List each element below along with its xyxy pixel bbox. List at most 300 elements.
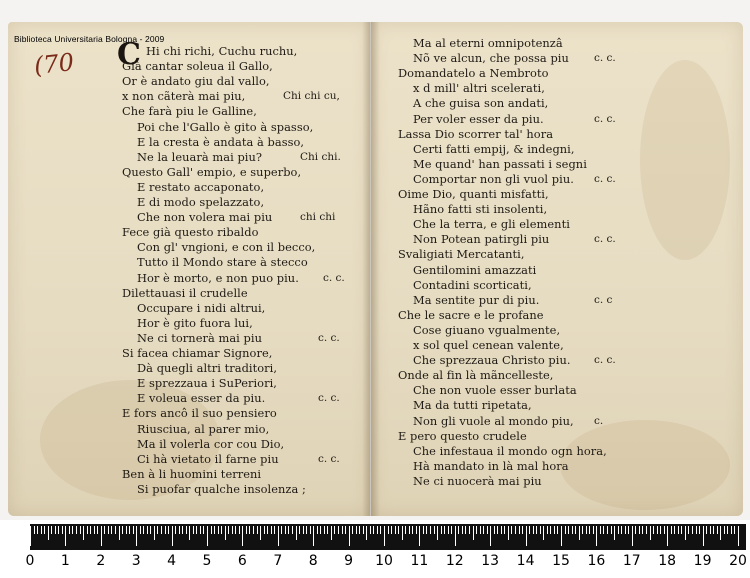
ruler-number: 2 xyxy=(96,553,106,569)
ruler-tick xyxy=(490,526,491,546)
ruler-tick xyxy=(104,526,105,534)
verse-line: E fors ancô il suo pensiero xyxy=(122,406,277,421)
ruler-tick xyxy=(69,526,70,534)
ruler-tick xyxy=(667,526,668,546)
verse-line: Hor è morto, e non puo piu. xyxy=(137,270,299,285)
verse-line: Ci hà vietato il farne piu xyxy=(137,451,279,466)
library-stamp: Biblioteca Universitaria Bologna - 2009 xyxy=(14,34,165,44)
ruler-tick xyxy=(299,526,300,534)
ruler-tick xyxy=(688,526,689,534)
verse-line: Che farà piu le Galline, xyxy=(122,104,257,119)
ruler-tick xyxy=(398,526,399,534)
ruler-tick xyxy=(593,526,594,534)
ruler-tick xyxy=(232,526,233,534)
verse-line: Contadini scorticati, xyxy=(413,277,532,292)
verse-line: E di modo spelazzato, xyxy=(137,195,265,209)
ruler-tick xyxy=(150,526,151,534)
ruler-tick xyxy=(402,526,403,540)
ruler-tick xyxy=(494,526,495,534)
ruler-tick xyxy=(614,526,615,540)
ruler-tick xyxy=(713,526,714,534)
verse-line: Questo Gall' empio, e superbo, xyxy=(122,164,302,179)
ruler-tick xyxy=(692,526,693,534)
verse-line: Che le sacre e le profane xyxy=(398,307,544,322)
ruler-tick xyxy=(165,526,166,534)
ruler-number: 12 xyxy=(445,553,464,569)
ruler-number: 20 xyxy=(729,553,747,569)
ruler-number: 16 xyxy=(587,553,606,569)
ruler-tick xyxy=(409,526,410,534)
verse-line: Che la terra, e gli elementi xyxy=(413,217,570,232)
ruler-tick xyxy=(80,526,81,534)
ruler-tick xyxy=(214,526,215,534)
ruler-tick xyxy=(200,526,201,534)
ruler-tick xyxy=(126,526,127,534)
refrain-mark: chi chi xyxy=(300,211,336,224)
ruler-tick xyxy=(582,526,583,534)
verse-line: Poi che l'Gallo è gito à spasso, xyxy=(137,119,314,134)
verse-line: Già cantar soleua il Gallo, xyxy=(122,59,273,74)
ruler-tick xyxy=(720,526,721,540)
ruler-tick xyxy=(271,526,272,534)
verse-line: A che guisa son andati, xyxy=(413,96,549,111)
ruler-tick xyxy=(462,526,463,534)
ruler-tick xyxy=(384,526,385,546)
ruler-tick xyxy=(646,526,647,534)
ruler-tick xyxy=(76,526,77,534)
ruler-tick xyxy=(589,526,590,534)
ruler-tick xyxy=(235,526,236,534)
ruler-tick xyxy=(480,526,481,534)
ruler-tick xyxy=(671,526,672,534)
ruler-tick xyxy=(221,526,222,534)
ruler-tick xyxy=(642,526,643,534)
ruler-tick xyxy=(331,526,332,540)
ruler-tick xyxy=(710,526,711,534)
ruler-tick xyxy=(465,526,466,534)
verse-line: Lassa Dio scorrer tal' hora xyxy=(398,126,554,141)
verse-line: x non cãterà mai piu, xyxy=(122,89,246,104)
ruler-tick xyxy=(228,526,229,534)
ruler-tick xyxy=(522,526,523,534)
ruler-tick xyxy=(101,526,102,546)
verse-line: Comportar non gli vuol piu. xyxy=(413,171,574,186)
ruler-tick xyxy=(147,526,148,534)
ruler-tick xyxy=(122,526,123,534)
verse-line: Cose giuano vgualmente, xyxy=(413,322,561,337)
ruler-tick xyxy=(370,526,371,534)
ruler-tick xyxy=(55,526,56,534)
verse-line: Dilettauasi il crudelle xyxy=(122,285,248,300)
ruler-tick xyxy=(476,526,477,534)
ruler-number: 1 xyxy=(60,553,70,569)
ruler-tick xyxy=(41,526,42,534)
verse-line: Che non volera mai piu xyxy=(137,210,273,225)
verse-line: Dà quegli altri traditori, xyxy=(137,361,278,376)
ruler-tick xyxy=(278,526,279,546)
ruler-tick xyxy=(554,526,555,534)
verse-line: Ma sentite pur di piu. xyxy=(413,292,540,307)
ruler-tick xyxy=(274,526,275,534)
ruler-tick xyxy=(281,526,282,534)
ruler-tick xyxy=(342,526,343,534)
ruler-tick xyxy=(115,526,116,534)
ruler-tick xyxy=(373,526,374,534)
ruler-tick xyxy=(441,526,442,534)
verse-line: Occupare i nidi altrui, xyxy=(137,300,266,315)
ruler-number: 10 xyxy=(375,553,393,569)
ruler-tick xyxy=(65,526,66,546)
ruler-tick xyxy=(483,526,484,534)
verse-line: Oime Dio, quanti misfatti, xyxy=(398,187,549,201)
verse-line: E pero questo crudele xyxy=(398,428,527,443)
verse-line: Ne ci tornerà mai piu xyxy=(137,330,262,345)
ruler-tick xyxy=(653,526,654,534)
ruler-tick xyxy=(575,526,576,534)
ruler-tick xyxy=(635,526,636,534)
ruler-tick xyxy=(600,526,601,534)
ruler-tick xyxy=(596,526,597,546)
verse-line: Che infestaua il mondo ogn hora, xyxy=(413,443,607,458)
ruler-tick xyxy=(94,526,95,534)
verse-line: Hà mandato in là mal hora xyxy=(413,458,569,473)
ruler-tick xyxy=(320,526,321,534)
ruler-tick xyxy=(497,526,498,534)
ruler-tick xyxy=(508,526,509,540)
ruler-tick xyxy=(430,526,431,534)
ruler-scale-bar xyxy=(30,524,746,550)
ruler-tick xyxy=(264,526,265,534)
verse-line: Ma da tutti ripetata, xyxy=(413,398,532,413)
ruler-tick xyxy=(388,526,389,534)
ruler-tick xyxy=(108,526,109,534)
verse-line: E sprezzaua i SuPeriori, xyxy=(137,376,277,391)
ruler-tick xyxy=(172,526,173,546)
verse-line: Ne ci nuocerà mai piu xyxy=(413,473,542,488)
verse-line: Riusciua, al parer mio, xyxy=(137,421,270,436)
ruler-tick xyxy=(469,526,470,534)
ruler-tick xyxy=(734,526,735,534)
ruler-tick xyxy=(44,526,45,534)
refrain-mark: c. c. xyxy=(318,392,340,405)
ruler-tick xyxy=(324,526,325,534)
ruler-tick xyxy=(90,526,91,534)
ruler-tick xyxy=(685,526,686,540)
verse-line: Ma il volerla cor cou Dio, xyxy=(137,436,285,451)
ruler-tick xyxy=(405,526,406,534)
verse-line: Hãno fatti sti insolenti, xyxy=(413,202,548,217)
ruler-tick xyxy=(738,526,739,546)
ruler-tick xyxy=(657,526,658,534)
verse-line: Or è andato giu dal vallo, xyxy=(122,74,270,89)
ruler-tick xyxy=(352,526,353,534)
verse-line: Che sprezzaua Christo piu. xyxy=(413,353,571,368)
ruler-number: 5 xyxy=(202,553,212,569)
ruler-tick xyxy=(455,526,456,546)
ruler-tick xyxy=(473,526,474,540)
ruler-tick xyxy=(412,526,413,534)
ruler-tick xyxy=(62,526,63,534)
ruler-tick xyxy=(444,526,445,534)
paper-stain xyxy=(640,60,730,260)
paper-stain xyxy=(560,420,730,510)
ruler-tick xyxy=(419,526,420,546)
refrain-mark: c. c. xyxy=(594,52,616,65)
refrain-mark: c. c. xyxy=(318,452,340,465)
verse-line: Gentilomini amazzati xyxy=(413,262,537,277)
ruler-tick xyxy=(211,526,212,534)
ruler-tick xyxy=(87,526,88,534)
ruler-number: 13 xyxy=(481,553,500,569)
ruler-tick xyxy=(561,526,562,546)
ruler-tick xyxy=(487,526,488,534)
ruler-tick xyxy=(568,526,569,534)
ruler-tick xyxy=(681,526,682,534)
ruler-tick xyxy=(249,526,250,534)
ruler-tick xyxy=(239,526,240,534)
ruler-tick xyxy=(706,526,707,534)
ruler-tick xyxy=(168,526,169,534)
ruler-tick xyxy=(218,526,219,534)
ruler-tick xyxy=(30,526,31,546)
ruler-tick xyxy=(196,526,197,534)
verse-line: Onde al fin là mãncelleste, xyxy=(398,368,554,383)
ruler-tick xyxy=(157,526,158,534)
ruler-tick xyxy=(540,526,541,534)
verse-line: Non gli vuole al mondo piu, xyxy=(413,413,574,428)
verse-line: Si facea chiamar Signore, xyxy=(122,346,273,360)
ruler-tick xyxy=(451,526,452,534)
refrain-mark: c. c. xyxy=(594,354,616,367)
book-gutter xyxy=(362,22,380,516)
refrain-mark: Chi chi. xyxy=(300,150,341,163)
ruler-tick xyxy=(547,526,548,534)
ruler-tick xyxy=(533,526,534,534)
ruler-tick xyxy=(349,526,350,546)
ruler-tick xyxy=(292,526,293,534)
ruler-tick xyxy=(543,526,544,540)
ruler-tick xyxy=(203,526,204,534)
ruler-tick xyxy=(650,526,651,540)
verse-line: Per voler esser da piu. xyxy=(413,111,544,126)
ruler-number: 8 xyxy=(308,553,318,569)
ruler-tick xyxy=(83,526,84,540)
ruler-tick xyxy=(628,526,629,534)
ruler-tick xyxy=(356,526,357,534)
ruler-tick xyxy=(724,526,725,534)
refrain-mark: c. c. xyxy=(594,172,616,185)
ruler-tick xyxy=(458,526,459,534)
verse-line: Tutto il Mondo stare à stecco xyxy=(137,255,308,270)
ruler-number: 14 xyxy=(516,553,535,569)
ruler-tick xyxy=(395,526,396,534)
ruler-tick xyxy=(97,526,98,534)
ruler-tick xyxy=(257,526,258,534)
verse-line: Ne la leuarà mai piu? xyxy=(137,149,263,164)
ruler-number: 9 xyxy=(344,553,354,569)
ruler-tick xyxy=(175,526,176,534)
ruler-tick xyxy=(448,526,449,534)
ruler-tick xyxy=(423,526,424,534)
ruler-tick xyxy=(678,526,679,534)
ruler-tick xyxy=(674,526,675,534)
ruler-number: 19 xyxy=(693,553,712,569)
ruler-tick xyxy=(288,526,289,534)
ruler-tick xyxy=(696,526,697,534)
ruler-tick xyxy=(727,526,728,534)
verse-line: Certi fatti empij, & indegni, xyxy=(413,141,575,156)
ruler-tick xyxy=(660,526,661,534)
ruler-tick xyxy=(703,526,704,546)
ruler-tick xyxy=(161,526,162,534)
verse-line: Si puofar qualche insolenza ; xyxy=(137,481,306,496)
verse-line: E voleua esser da piu. xyxy=(137,391,266,406)
ruler-tick xyxy=(377,526,378,534)
ruler-tick xyxy=(426,526,427,534)
ruler-number: 11 xyxy=(410,553,429,569)
ruler-tick xyxy=(34,526,35,534)
ruler-tick xyxy=(391,526,392,534)
ruler-tick xyxy=(363,526,364,534)
ruler-tick xyxy=(154,526,155,540)
ruler-tick xyxy=(699,526,700,534)
ruler-tick xyxy=(416,526,417,534)
ruler-tick xyxy=(193,526,194,534)
ruler-tick xyxy=(618,526,619,534)
ruler-tick xyxy=(639,526,640,534)
ruler-number: 7 xyxy=(273,553,283,569)
ruler-number: 18 xyxy=(658,553,677,569)
ruler-tick xyxy=(334,526,335,534)
ruler-tick xyxy=(317,526,318,534)
ruler-tick xyxy=(603,526,604,534)
ruler-number: 4 xyxy=(167,553,177,569)
verse-line: Hor è gito fuora lui, xyxy=(137,315,253,330)
ruler-number: 15 xyxy=(552,553,570,569)
verse-line: x sol quel cenean valente, xyxy=(413,338,564,352)
verse-line: E restato accaponato, xyxy=(137,179,265,194)
ruler-tick xyxy=(511,526,512,534)
verse-line: Svaligiati Mercatanti, xyxy=(398,247,525,262)
ruler-tick xyxy=(437,526,438,540)
verse-line: Domandatelo a Nembroto xyxy=(398,66,549,81)
ruler-tick xyxy=(565,526,566,534)
verse-line: E la cresta è andata à basso, xyxy=(137,134,305,149)
verse-line: Ben à li huomini terreni xyxy=(122,466,262,481)
ruler-tick xyxy=(550,526,551,534)
ruler-tick xyxy=(621,526,622,534)
ruler-tick xyxy=(111,526,112,534)
verse-line: Che non vuole esser burlata xyxy=(413,383,577,398)
verse-line: x d mill' altri scelerati, xyxy=(413,81,545,96)
verse-line: Nõ ve alcun, che possa piu xyxy=(413,51,569,66)
refrain-mark: c. c. xyxy=(318,331,340,344)
ruler-tick xyxy=(253,526,254,534)
drop-cap: C xyxy=(117,37,141,72)
ruler-tick xyxy=(296,526,297,540)
measurement-ruler xyxy=(25,524,747,574)
ruler-tick xyxy=(182,526,183,534)
refrain-mark: c. c. xyxy=(594,233,616,246)
ruler-tick xyxy=(572,526,573,534)
ruler-tick xyxy=(129,526,130,534)
ruler-tick xyxy=(515,526,516,534)
refrain-mark: c. c. xyxy=(594,112,616,125)
ruler-tick xyxy=(611,526,612,534)
ruler-tick xyxy=(338,526,339,534)
ruler-tick xyxy=(586,526,587,534)
ruler-tick xyxy=(48,526,49,540)
ruler-tick xyxy=(632,526,633,546)
ruler-tick xyxy=(536,526,537,534)
handwritten-page-number: (70 xyxy=(32,47,76,81)
ruler-tick xyxy=(526,526,527,546)
ruler-tick xyxy=(179,526,180,534)
ruler-tick xyxy=(625,526,626,534)
ruler-tick xyxy=(607,526,608,534)
verse-line: Ma al eterni omnipotenzâ xyxy=(413,36,563,50)
ruler-tick xyxy=(501,526,502,534)
ruler-tick xyxy=(504,526,505,534)
ruler-tick xyxy=(310,526,311,534)
ruler-tick xyxy=(519,526,520,534)
ruler-tick xyxy=(37,526,38,534)
refrain-mark: c. c xyxy=(594,293,613,306)
ruler-tick xyxy=(306,526,307,534)
ruler-tick xyxy=(359,526,360,534)
verse-line: Fece già questo ribaldo xyxy=(122,225,259,240)
ruler-tick xyxy=(557,526,558,534)
verse-line: Me quand' han passati i segni xyxy=(413,156,587,171)
ruler-tick xyxy=(260,526,261,540)
ruler-number: 3 xyxy=(131,553,141,569)
ruler-tick xyxy=(285,526,286,534)
verse-line: Hi chi richi, Cuchu ruchu, xyxy=(146,44,298,58)
ruler-tick xyxy=(313,526,314,546)
ruler-tick xyxy=(345,526,346,534)
ruler-tick xyxy=(717,526,718,534)
ruler-tick xyxy=(380,526,381,534)
ruler-tick xyxy=(246,526,247,534)
verse-line: Non Potean patirgli piu xyxy=(413,232,550,247)
ruler-tick xyxy=(242,526,243,546)
ruler-tick xyxy=(140,526,141,534)
ruler-number: 6 xyxy=(237,553,247,569)
ruler-number: 0 xyxy=(25,553,35,569)
ruler-tick xyxy=(58,526,59,534)
refrain-mark: Chi chi cu, xyxy=(283,90,340,103)
ruler-tick xyxy=(72,526,73,534)
ruler-tick xyxy=(267,526,268,534)
ruler-tick xyxy=(189,526,190,540)
ruler-tick xyxy=(119,526,120,540)
ruler-tick xyxy=(434,526,435,534)
ruler-tick xyxy=(207,526,208,546)
ruler-tick xyxy=(143,526,144,534)
ruler-tick xyxy=(664,526,665,534)
ruler-tick xyxy=(51,526,52,534)
ruler-tick xyxy=(529,526,530,534)
verse-line: Con gl' vngioni, e con il becco, xyxy=(137,240,316,255)
ruler-tick xyxy=(133,526,134,534)
ruler-tick xyxy=(327,526,328,534)
refrain-mark: c. c. xyxy=(323,271,345,284)
ruler-tick xyxy=(186,526,187,534)
ruler-tick xyxy=(225,526,226,540)
refrain-mark: c. xyxy=(594,414,604,427)
ruler-tick xyxy=(136,526,137,546)
ruler-tick xyxy=(731,526,732,534)
